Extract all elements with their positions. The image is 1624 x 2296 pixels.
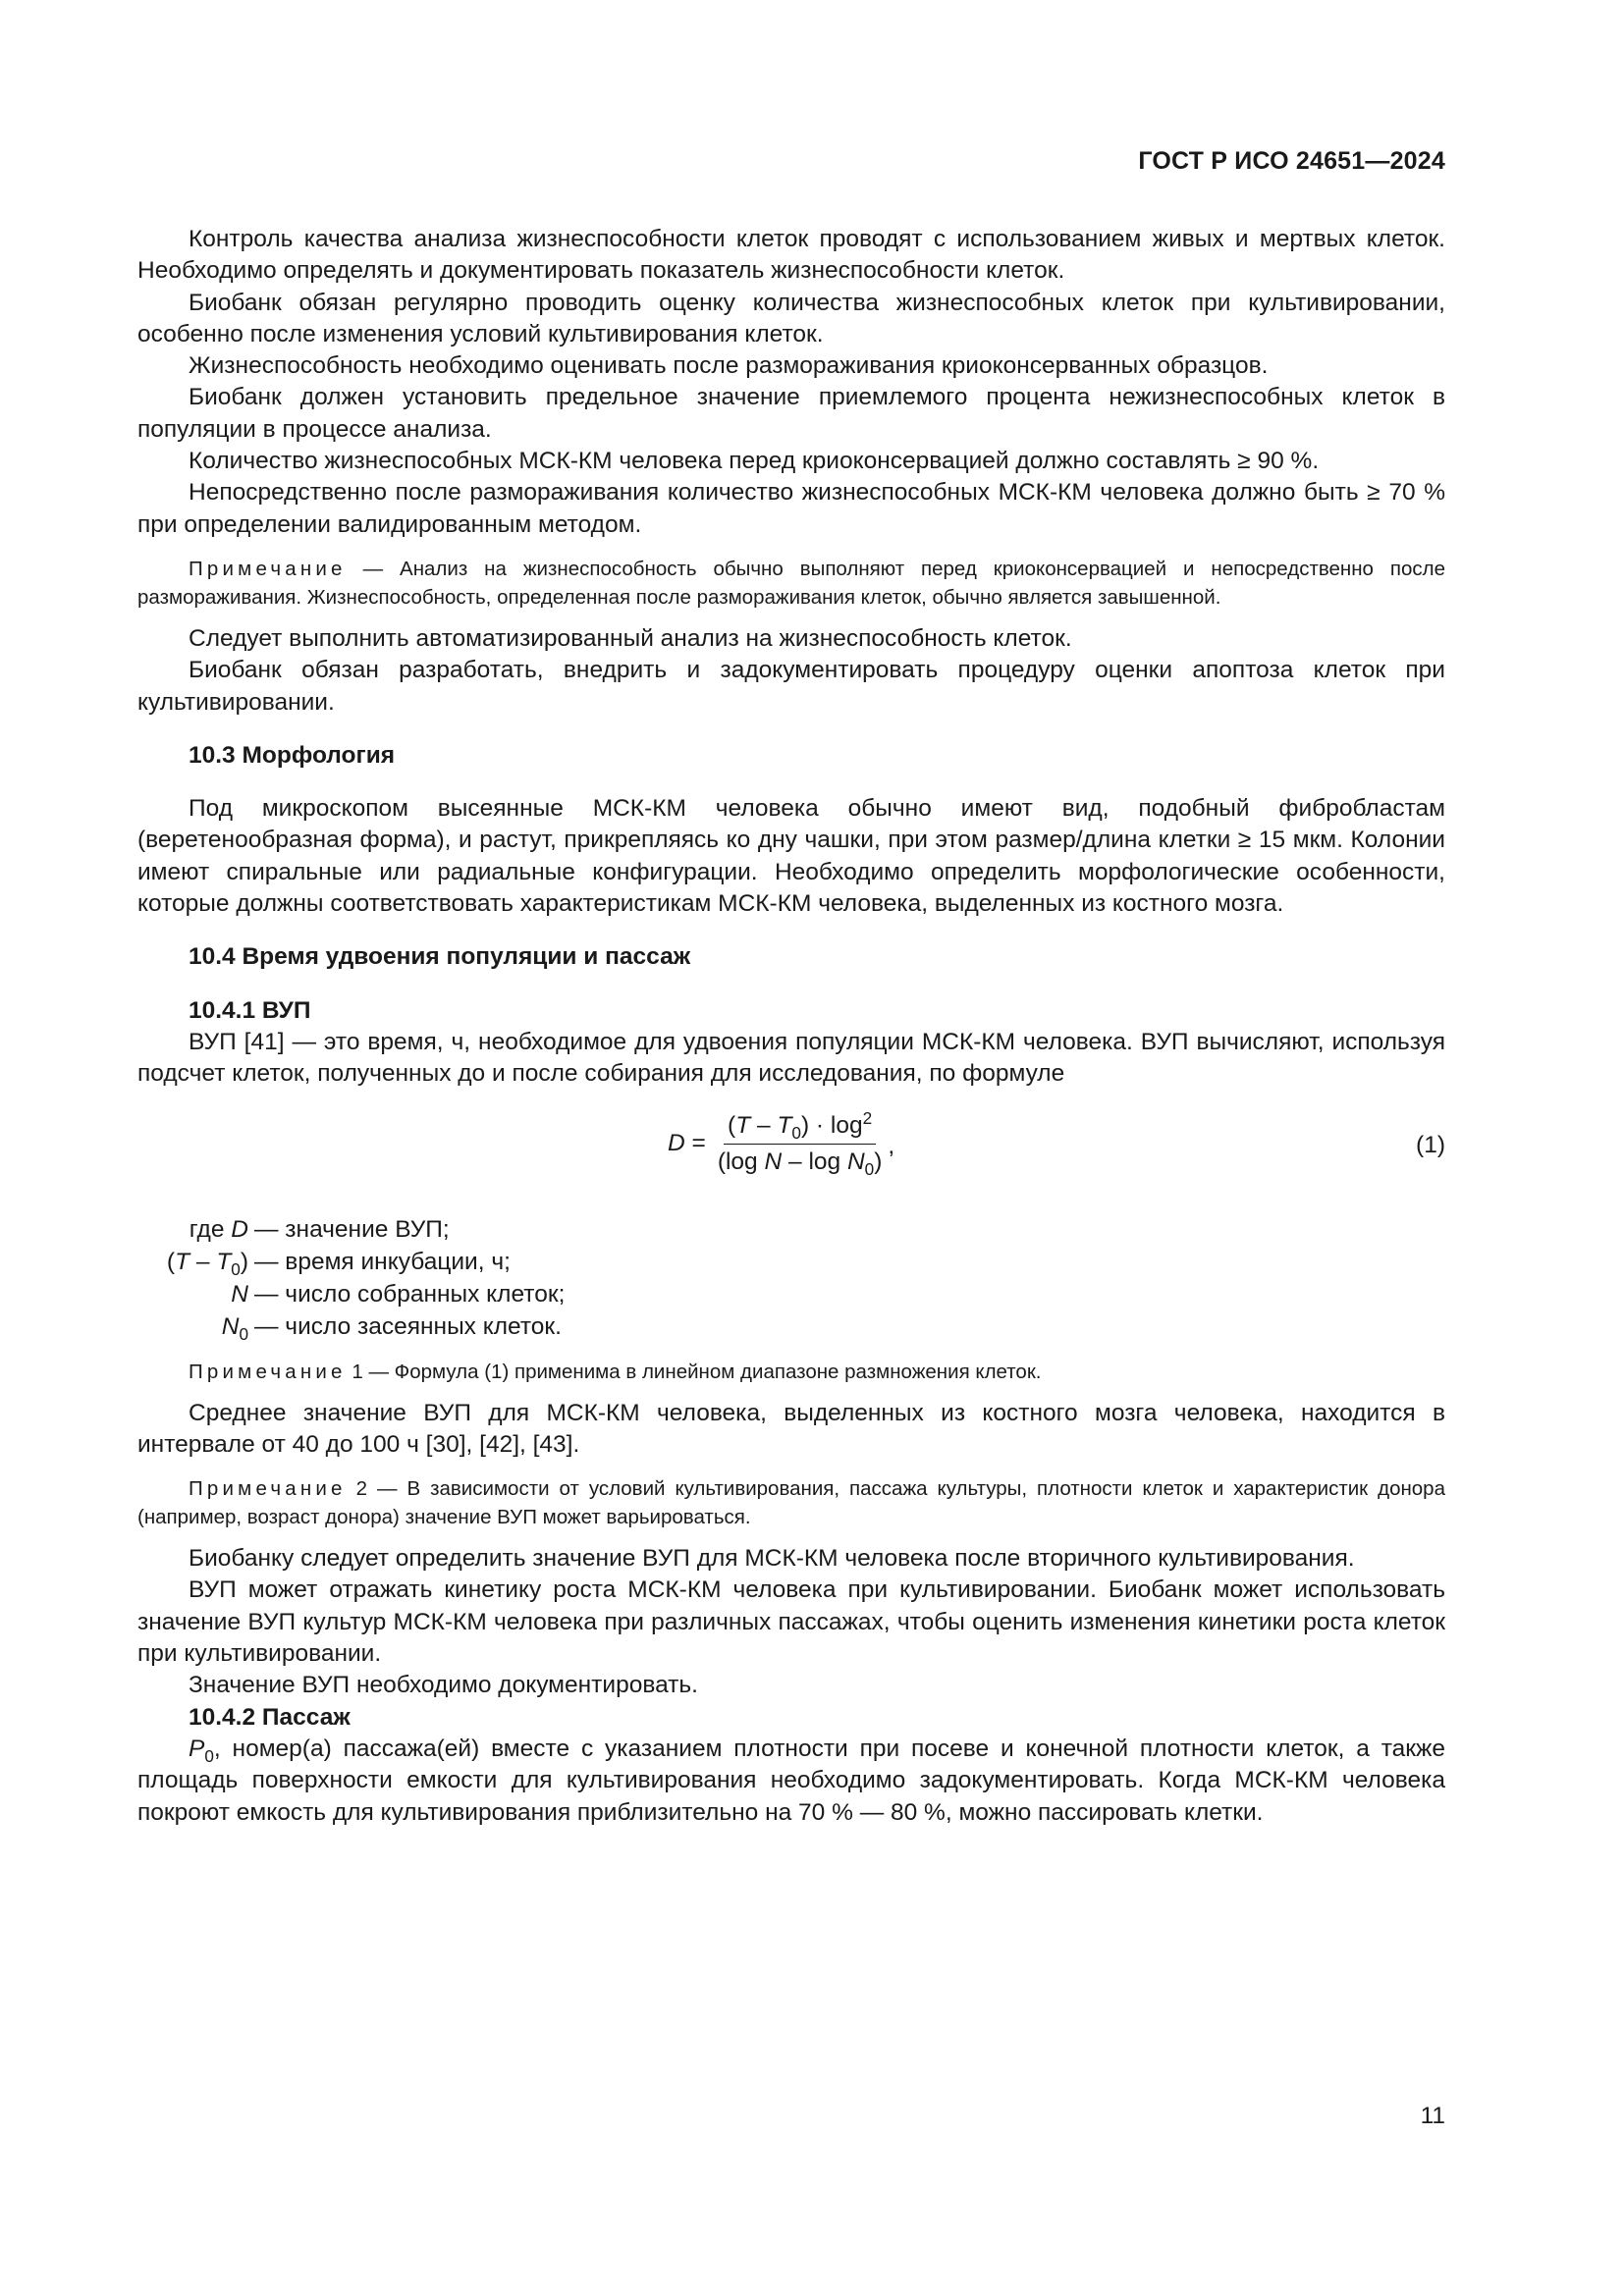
fraction [714, 1107, 887, 1179]
note-text: 2 — В зависимости от условий культивирования, пассажа культуры, плотности клеток и характеристик донора (например, возраст донора) значение ВУП может варьироваться. [137, 1477, 1445, 1529]
paragraph: Количество жизнеспособных МСК-КМ человека перед криоконсервацией должно составлять ≥ 90 %. [189, 448, 1320, 475]
paragraph: Непосредственно после размораживания количество жизнеспособных МСК-КМ человека должно быть ≥ 70 % при определении валидированным методом. [137, 479, 1445, 538]
variable-row [137, 1311, 1445, 1344]
variable-row [137, 1247, 1445, 1279]
paragraph: Следует выполнить автоматизированный анализ на жизнеспособность клеток. [189, 624, 1072, 652]
variable-description: — число засеянных клеток. [254, 1312, 562, 1340]
variable-row [137, 1279, 1445, 1311]
note [137, 1358, 1445, 1386]
variable-description: — число собранных клеток; [254, 1280, 566, 1308]
formula [137, 1098, 1445, 1206]
variable-symbol: $(T - T_0)$ [166, 1248, 248, 1279]
paragraph: Биобанк обязан разработать, внедрить и задокументировать процедуру оценки апоптоза клеток при культивировании. [137, 657, 1445, 716]
paragraph: Среднее значение ВУП для МСК-КМ человека, выделенных из костного мозга человека, находится в интервале от 40 до 100 ч [30], [42], [43]. [137, 1399, 1445, 1458]
paragraph: Биобанк должен установить предельное значение приемлемого процента нежизнеспособных клеток в популяции в процессе анализа. [137, 384, 1445, 443]
variable-description: — время инкубации, ч; [254, 1248, 511, 1275]
fraction-numerator: $(T - T_0) \cdot \log^2$ [724, 1110, 876, 1145]
paragraph: Контроль качества анализа жизнеспособности клеток проводят с использованием живых и мертвых клеток. Необходимо определять и документировать показатель жизнеспособности клеток. [137, 226, 1445, 285]
paragraph: ВУП может отражать кинетику роста МСК-КМ человека при культивировании. Биобанк может использовать значение ВУП культур МСК-КМ человека при различных пассажах, чтобы оценить изменения кинетики роста клеток при культивировании. [137, 1576, 1445, 1668]
variable-description: — значение ВУП; [254, 1215, 450, 1243]
page-number: 11 [1420, 2103, 1445, 2129]
formula-expression [668, 1107, 895, 1179]
variable-symbol: где D [189, 1215, 248, 1243]
section-heading: 10.3 Морфология [189, 741, 396, 769]
note [137, 555, 1445, 612]
subsection-heading: 10.4.2 Пассаж [189, 1703, 351, 1731]
note-label: Примечание [189, 1477, 347, 1501]
section-heading: 10.4 Время удвоения популяции и пассаж [189, 943, 691, 971]
paragraph: $P_0$, номер(а) пассажа(ей) вместе с указанием плотности при посеве и конечной плотности клеток, а также площадь поверхности емкости для культивирования необходимо задокументировать. Когда МСК-КМ человека покроют емкость для культивирования приблизительно на 70 % — 80 %, можно пассировать клетки. [137, 1735, 1445, 1826]
formula-comma: , [888, 1133, 895, 1160]
note [137, 1474, 1445, 1531]
variable-list [137, 1214, 1445, 1344]
paragraph: Биобанку следует определить значение ВУП для МСК-КМ человека после вторичного культивирования. [189, 1545, 1355, 1573]
variable-symbol: N [231, 1280, 248, 1308]
variable-symbol: $N_0$ [221, 1312, 248, 1344]
paragraph: Значение ВУП необходимо документировать. [189, 1672, 698, 1699]
note-text: 1 — Формула (1) применима в линейном диапазоне размножения клеток. [346, 1360, 1042, 1383]
formula-lhs: D = [668, 1130, 706, 1157]
paragraph: Биобанк обязан регулярно проводить оценку количества жизнеспособных клеток при культивировании, особенно после изменения условий культивирования клеток. [137, 289, 1445, 347]
subsection-heading: 10.4.1 ВУП [189, 996, 311, 1024]
document-header: ГОСТ Р ИСО 24651—2024 [1138, 147, 1445, 175]
fraction-denominator: (log N – $\log N_0$) [717, 1148, 883, 1179]
document-content [137, 224, 1445, 1829]
note-label: Примечание [189, 557, 347, 580]
note-text: — Анализ на жизнеспособность обычно выполняют перед криоконсервацией и непосредственно после размораживания. Жизнеспособность, определенная после размораживания клеток, обычно является завышенной. [137, 557, 1445, 609]
paragraph: Жизнеспособность необходимо оценивать после размораживания криоконсерванных образцов. [189, 352, 1269, 380]
paragraph: Под микроскопом высеянные МСК-КМ человека обычно имеют вид, подобный фибробластам (веретенообразная форма), и растут, прикрепляясь ко дну чашки, при этом размер/длина клетки ≥ 15 мкм. Колонии имеют спиральные или радиальные конфигурации. Необходимо определить морфологические особенности, которые должны соответствовать характеристикам МСК-КМ человека, выделенных из костного мозга. [137, 795, 1445, 918]
variable-row [137, 1214, 1445, 1247]
note-label: Примечание [189, 1360, 347, 1383]
equation-number: (1) [1416, 1131, 1445, 1158]
paragraph: ВУП [41] — это время, ч, необходимое для удвоения популяции МСК-КМ человека. ВУП вычисляют, используя подсчет клеток, полученных до и после собирания для исследования, по формуле [137, 1028, 1445, 1088]
